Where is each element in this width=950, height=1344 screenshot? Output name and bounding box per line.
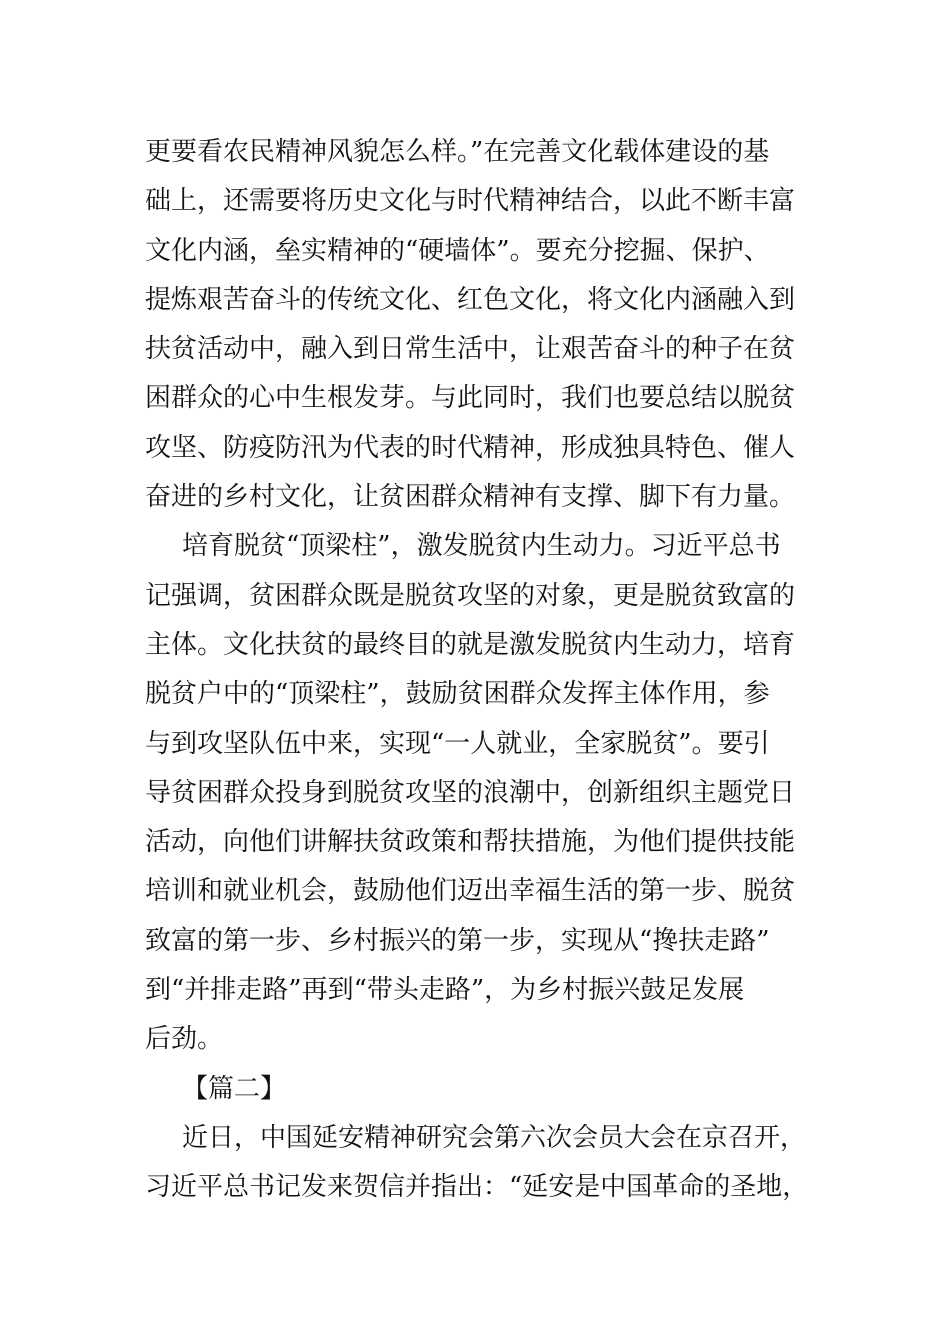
paragraph-1 [145, 128, 810, 522]
paragraph-line: 后劲。 [145, 1024, 224, 1055]
paragraph-line: 础上，还需要将历史文化与时代精神结合，以此不断丰富 [145, 186, 796, 217]
paragraph-line: 奋进的乡村文化，让贫困群众精神有支撑、脚下有力量。 [145, 482, 796, 513]
paragraph-line: 脱贫户中的“顶梁柱”，鼓励贫困群众发挥主体作用，参 [145, 679, 770, 710]
paragraph-line: 与到攻坚队伍中来，实现“一人就业，全家脱贫”。要引 [145, 728, 770, 759]
paragraph-line: 攻坚、防疫防汛为代表的时代精神，形成独具特色、催人 [145, 432, 796, 463]
paragraph-line: 提炼艰苦奋斗的传统文化、红色文化，将文化内涵融入到 [145, 284, 796, 315]
paragraph-line: 习近平总书记发来贺信并指出：“延安是中国革命的圣地， [145, 1172, 809, 1203]
paragraph-3 [145, 1114, 810, 1213]
paragraph-line: 活动，向他们讲解扶贫政策和帮扶措施，为他们提供技能 [145, 827, 796, 858]
paragraph-line: 记强调，贫困群众既是脱贫攻坚的对象，更是脱贫致富的 [145, 580, 796, 611]
document-body [145, 128, 810, 1213]
paragraph-2 [145, 522, 810, 1064]
paragraph-line: 到“并排走路”再到“带头走路”，为乡村振兴鼓足发展 [145, 975, 745, 1006]
paragraph-line: 扶贫活动中，融入到日常生活中，让艰苦奋斗的种子在贫 [145, 334, 796, 365]
paragraph-line: 培育脱贫“顶梁柱”，激发脱贫内生动力。习近平总书 [182, 531, 781, 562]
paragraph-line: 更要看农民精神风貌怎么样。”在完善文化载体建设的基 [145, 137, 770, 167]
paragraph-line: 主体。文化扶贫的最终目的就是激发脱贫内生动力，培育 [145, 629, 796, 660]
paragraph-line: 致富的第一步、乡村振兴的第一步，实现从“搀扶走路” [145, 925, 770, 956]
section-heading: 【篇二】 [182, 1073, 287, 1104]
paragraph-line: 导贫困群众投身到脱贫攻坚的浪潮中，创新组织主题党日 [145, 777, 796, 808]
paragraph-line: 文化内涵，垒实精神的“硬墙体”。要充分挖掘、保护、 [145, 235, 770, 266]
paragraph-line: 近日，中国延安精神研究会第六次会员大会在京召开， [182, 1122, 807, 1153]
paragraph-line: 困群众的心中生根发芽。与此同时，我们也要总结以脱贫 [145, 383, 796, 414]
paragraph-line: 培训和就业机会，鼓励他们迈出幸福生活的第一步、脱贫 [145, 876, 796, 907]
